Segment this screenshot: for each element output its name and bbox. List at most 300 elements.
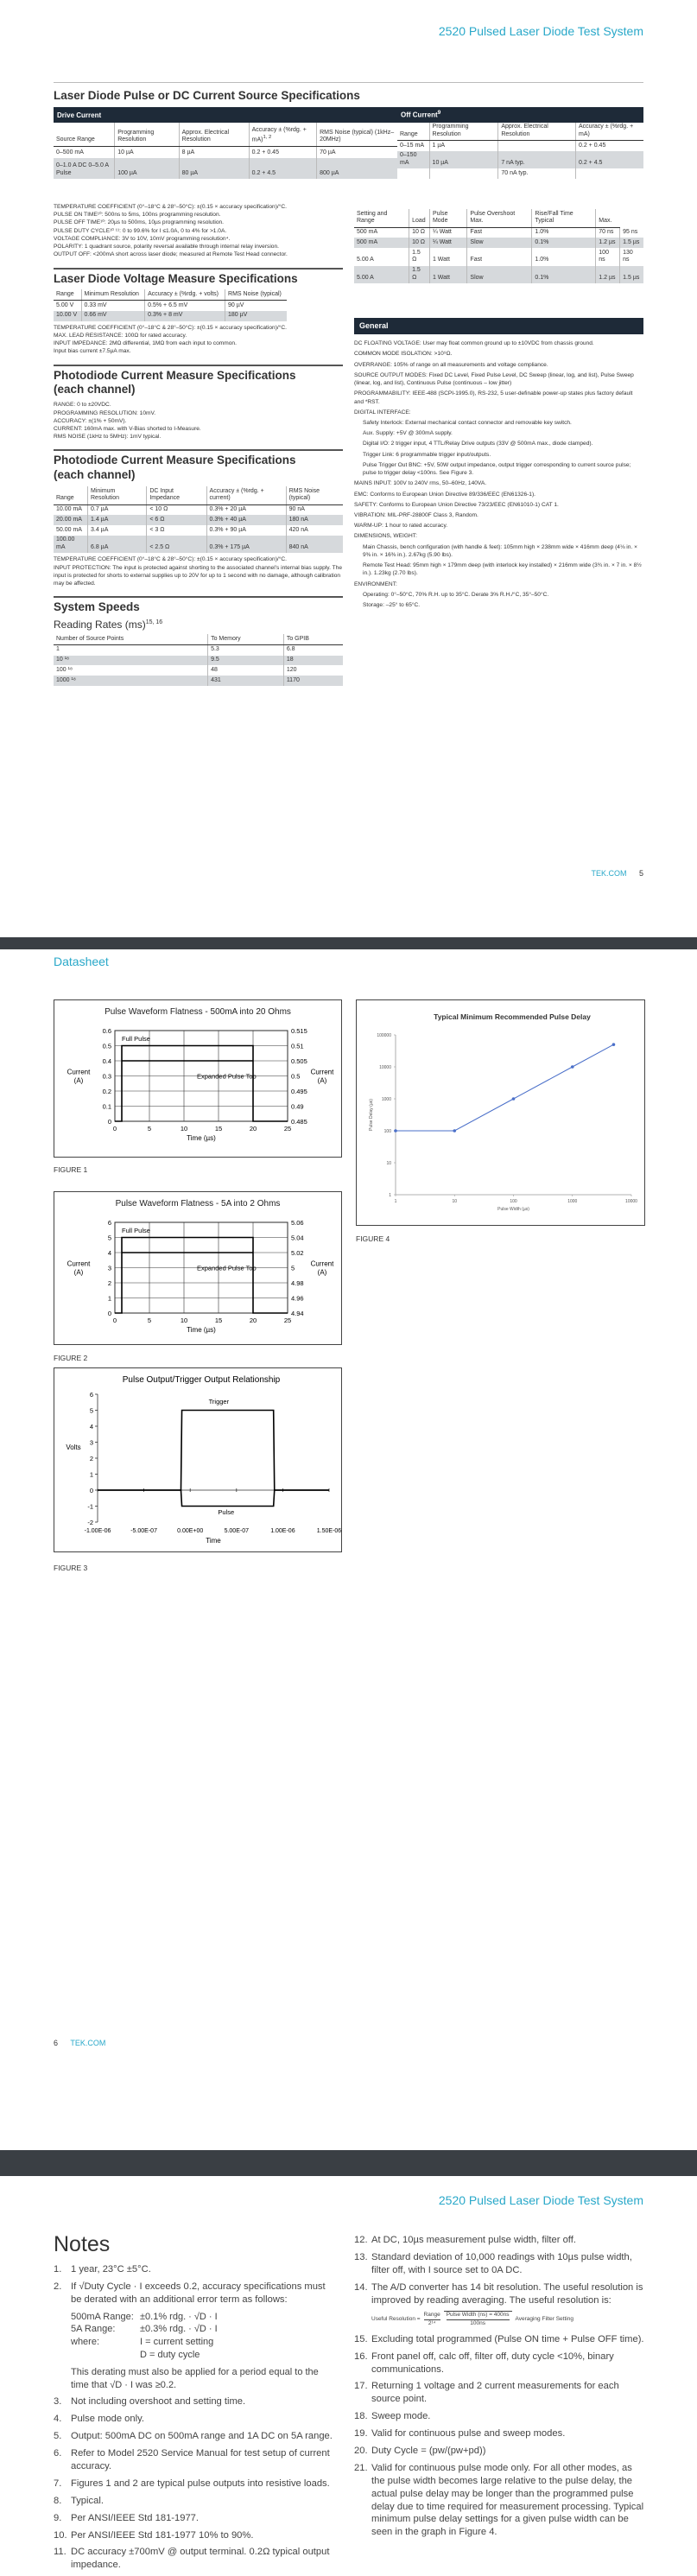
off-current-band	[397, 107, 643, 123]
setting-header-4: Rise/Fall Time Typical	[532, 209, 596, 227]
voltage-note-line: MAX. LEAD RESISTANCE: 100Ω for rated accuracy.	[54, 332, 187, 339]
pd2-notes	[54, 555, 343, 587]
note-text	[371, 2462, 645, 2539]
x-tick-label: 5	[147, 1317, 152, 1324]
speeds-cell: 1000 ¹⁸	[54, 676, 208, 686]
note-text-body: Typical.	[71, 2495, 104, 2506]
note-text	[71, 2395, 339, 2408]
setting-row	[354, 248, 643, 266]
chart-title: Typical Minimum Recommended Pulse Delay	[434, 1012, 591, 1021]
derate-key: 500mA Range:	[71, 2311, 134, 2322]
pd2-cell: 90 nA	[288, 506, 305, 513]
general-item: Pulse Trigger Out BNC: +5V, 50W output impedance, output trigger corresponding to current source pulse; pulse to trigger delay <100ns. See Figure 3.	[363, 461, 631, 477]
figure-3-chart	[54, 1367, 342, 1552]
pd2-cell: 20.00 mA	[54, 515, 88, 525]
note-item	[54, 2430, 339, 2443]
setting-cell: Fast	[467, 248, 532, 266]
pd2-note-line: INPUT PROTECTION: The input is protected against shorting to the associated channel’s internal bias supply. The input is protected for shorts to external supplies up to 20V for up to 1 second with no damage, although calibration may be affected.	[54, 564, 343, 587]
x-tick-label: 1	[394, 1199, 397, 1204]
speeds-subtitle-text: Reading Rates (ms)	[54, 619, 146, 631]
pd2-header-0: Range	[54, 486, 88, 504]
y2-axis-unit: (A)	[317, 1268, 327, 1277]
footer-page-number-6: 6	[54, 2039, 59, 2047]
pd2-cell: < 6 Ω	[147, 515, 206, 525]
speeds-row	[54, 676, 343, 686]
y2-tick-label: 0.495	[291, 1088, 307, 1095]
figure-3-svg	[54, 1368, 341, 1551]
note-text	[371, 2234, 645, 2247]
voltage-header-0: Range	[54, 289, 81, 300]
setting-cell: 0.1%	[532, 238, 596, 248]
y2-tick-label: 0.49	[291, 1102, 304, 1111]
voltage-cell: 0.33 mV	[81, 301, 145, 311]
setting-cell: 95 ns	[623, 229, 638, 235]
figure-2-chart	[54, 1191, 342, 1345]
speeds-cell: 48	[208, 665, 284, 676]
note-text	[371, 2281, 645, 2307]
off-row	[397, 168, 643, 179]
note-item	[354, 2445, 645, 2458]
pd2-cell: 0.3% + 90 µA	[206, 525, 286, 536]
pd2-row	[54, 525, 343, 536]
general-item: Main Chassis, bench configuration (with handle & feet): 105mm high × 238mm wide × 416mm deep (4⅛ in. × 9⅜ in. × 16⅜ in.). 2.67kg (5.90 lbs).	[363, 543, 637, 558]
section-title-pulse-dc: Laser Diode Pulse or DC Current Source Specifications	[54, 89, 360, 102]
y2-tick-label: 0.505	[291, 1057, 307, 1065]
derate-key: where:	[71, 2336, 100, 2347]
general-band: General	[354, 318, 643, 334]
general-item: Aux. Supply: +5V @ 300mA supply.	[363, 430, 453, 437]
off-cell	[429, 168, 498, 179]
chart-title: Pulse Waveform Flatness - 500mA into 20 Ohms	[105, 1007, 291, 1017]
note-text	[71, 2512, 339, 2525]
note-item	[54, 2395, 339, 2408]
general-list	[354, 339, 643, 609]
y-tick-label: 4	[107, 1249, 111, 1257]
note-number: 10.	[54, 2529, 67, 2541]
general-item: Storage: –25° to 65°C.	[363, 601, 421, 608]
note-text-body: Pulse mode only.	[71, 2414, 144, 2425]
note-number: 14.	[354, 2281, 368, 2293]
page-header-title: 2520 Pulsed Laser Diode Test System	[438, 24, 643, 38]
note-text	[371, 2427, 645, 2440]
general-item: Remote Test Head: 95mm high × 179mm deep (with interlock key installed) × 216mm wide (3¾ in. × 7 in. × 8½ in.). 1.23kg (2.70 lbs).	[363, 562, 642, 577]
y-tick-label: 0.2	[102, 1088, 111, 1095]
setting-row	[354, 238, 643, 248]
section-title-photodiode-1	[54, 365, 343, 398]
y-tick-label: 2	[107, 1279, 111, 1287]
pd2-header-3: Accuracy ± (%rdg. + current)	[206, 486, 286, 504]
setting-cell: ¼ Watt	[429, 227, 466, 238]
y2-tick-label: 0.51	[291, 1042, 304, 1050]
y-tick-label: 0.1	[102, 1102, 111, 1111]
annotation-pulse: Pulse	[218, 1507, 235, 1516]
note-number: 4.	[54, 2414, 62, 2425]
figure-4-chart	[356, 999, 645, 1226]
y-tick-label: 0.3	[102, 1072, 111, 1081]
series-line-full-pulse	[115, 1238, 288, 1314]
note-item	[354, 2427, 645, 2440]
y2-axis-unit: (A)	[317, 1076, 327, 1085]
y2-tick-label: 5.02	[291, 1249, 304, 1257]
pd2-header-4: RMS Noise (typical)	[286, 486, 343, 504]
formula-lhs: Useful Resolution =	[371, 2315, 421, 2322]
off-header-2: Approx. Electrical Resolution	[498, 123, 576, 141]
footer-site-6[interactable]: TEK.COM	[70, 2039, 106, 2047]
pd1-subtitle: (each channel)	[54, 383, 136, 397]
annotation-trigger: Trigger	[208, 1398, 230, 1406]
general-item: Trigger Link: 6 programmable trigger input/outputs.	[363, 451, 491, 458]
speeds-row	[54, 656, 343, 666]
off-header-3: Accuracy ± (%rdg. + mA)	[576, 123, 644, 141]
y-tick-label: -1	[87, 1502, 93, 1511]
page-separator-1	[0, 937, 697, 949]
pd1-note-line: CURRENT: 160mA max. with V-Bias shorted to I-Measure.	[54, 425, 201, 432]
note-item	[54, 2546, 339, 2572]
figure-2-svg	[54, 1192, 341, 1344]
voltage-notes	[54, 324, 343, 356]
right-column	[354, 209, 643, 612]
drive-row	[54, 146, 397, 158]
derate-row	[71, 2336, 339, 2349]
x-tick-label: 10000	[625, 1199, 637, 1204]
setting-cell: 1.0%	[532, 227, 596, 238]
x-axis-label: Time	[206, 1537, 221, 1545]
x-axis-label: Pulse Width (µs)	[497, 1207, 529, 1212]
drive-current-band: Drive Current	[54, 107, 397, 123]
setting-cell: 1.5 µs	[620, 238, 643, 248]
pd2-cell: 180 nA	[286, 515, 343, 525]
general-item: DC FLOATING VOLTAGE: User may float common ground up to ±10VDC from chassis ground.	[354, 340, 594, 347]
x-tick-label: 25	[283, 1125, 292, 1133]
setting-cell: ¼ Watt	[429, 238, 466, 248]
y2-tick-label: 0.515	[291, 1027, 307, 1035]
general-item: Digital I/O: 2 trigger input, 4 TTL/Relay Drive outputs (33V @ 500mA max., diode clamped).	[363, 441, 593, 447]
voltage-cell: 0.66 mV	[81, 311, 145, 321]
note-text	[71, 2529, 339, 2542]
derate-value: D = duty cycle	[140, 2349, 200, 2360]
y2-tick-label: 4.96	[291, 1294, 304, 1303]
general-item: SOURCE OUTPUT MODES: Fixed DC Level, Fixed Pulse Level, DC Sweep (linear, log, and list), Pulse Sweep (linear, log, and list), Continuous Pulse (continuous – low jitter)	[354, 371, 634, 387]
voltage-row	[54, 301, 287, 311]
pd2-cell: 0.7 µA	[88, 504, 147, 515]
drive-header-4: RMS Noise (typical) (1kHz–20MHz)	[317, 123, 397, 146]
y-tick-label: 4	[89, 1423, 93, 1431]
speeds-cell: 9.5	[208, 656, 284, 666]
y-tick-label: -2	[87, 1519, 93, 1526]
y2-axis-label: Current	[310, 1259, 334, 1268]
note-number: 19.	[354, 2428, 368, 2440]
setting-header-2: Pulse Mode	[429, 209, 466, 227]
y-tick-label: 1	[107, 1294, 111, 1303]
pd2-cell: 0.3% + 175 µA	[206, 536, 286, 554]
drive-current-table	[54, 107, 397, 179]
voltage-cell: 0.5% + 6.5 mV	[145, 301, 225, 311]
drive-cell: 70 µA	[320, 149, 336, 156]
voltage-cell: 90 µV	[228, 301, 244, 308]
x-tick-label: 15	[214, 1317, 223, 1324]
note-item	[54, 2478, 339, 2490]
pd1-note-line: ACCURACY: ±(1% + 50mV).	[54, 417, 127, 424]
note-item	[54, 2512, 339, 2525]
pulse-notes	[54, 203, 343, 259]
off-cell: 0.2 + 0.45	[579, 142, 606, 149]
off-cell: 0–15 mA	[397, 141, 429, 151]
drive-cell: 0.2 + 0.45	[249, 146, 317, 158]
off-cell: 7 nA typ.	[498, 151, 576, 169]
datasheet-page-5	[0, 0, 697, 937]
pulse-note-line: VOLTAGE COMPLIANCE: 3V to 10V, 10mV programming resolution⁴.	[54, 235, 231, 242]
speeds-cell: 1170	[283, 676, 343, 686]
note-number: 16.	[354, 2351, 368, 2362]
x-tick-label: 20	[249, 1317, 257, 1324]
notes-right-column	[354, 2234, 645, 2543]
note-number: 8.	[54, 2495, 62, 2506]
formula-rhs: Averaging Filter Setting	[515, 2315, 573, 2322]
note-number: 20.	[354, 2445, 368, 2456]
pulse-note-line: PULSE OFF TIME¹⁰: 20µs to 500ms, 10µs programming resolution.	[54, 219, 225, 226]
useful-resolution-formula	[371, 2311, 645, 2327]
note-number: 11.	[54, 2547, 67, 2558]
off-row	[397, 141, 643, 151]
setting-cell: 1 Watt	[429, 248, 466, 266]
note-text	[371, 2380, 645, 2406]
note-item	[354, 2281, 645, 2307]
pulse-note-line: PULSE ON TIME¹⁰: 500ns to 5ms, 100ns programming resolution.	[54, 212, 221, 219]
voltage-note-line: Input bias current ±7.5µA max.	[54, 348, 131, 355]
note-text-body: Per ANSI/IEEE Std 181-1977.	[71, 2512, 200, 2523]
off-header-0: Range	[397, 123, 429, 141]
data-point	[571, 1065, 574, 1069]
voltage-cell: 180 µV	[225, 311, 287, 321]
x-tick-label: 10	[180, 1125, 188, 1133]
x-tick-label: 100	[510, 1199, 517, 1204]
note-number: 1.	[54, 2264, 62, 2275]
setting-cell: 500 mA	[354, 238, 409, 248]
voltage-header-1: Minimum Resolution	[81, 289, 145, 300]
speeds-cell: 100 ¹⁸	[54, 665, 208, 676]
general-item: DIMENSIONS, WEIGHT:	[354, 533, 417, 540]
data-point	[394, 1129, 397, 1133]
y-tick-label: 5	[107, 1234, 111, 1242]
voltage-cell: 5.00 V	[54, 301, 81, 311]
pd1-note-line: RANGE: 0 to ±20VDC.	[54, 402, 111, 409]
setting-header-0: Setting and Range	[354, 209, 409, 227]
note-text-body: Standard deviation of 10,000 readings with 10µs pulse width, filter off, with I source set to 0A DC.	[371, 2251, 632, 2275]
derate-tail: This derating must also be applied for a period equal to the time that √D · I was ≥0.2.	[71, 2367, 319, 2390]
note-text-body: Duty Cycle = (pw/(pw+pd))	[371, 2445, 486, 2456]
drive-cell: 0.2 + 4.5	[249, 158, 317, 179]
off-current-band-label: Off Current	[401, 111, 438, 119]
x-tick-label: 10	[452, 1199, 458, 1204]
formula-range: Range	[424, 2312, 440, 2320]
speeds-header-1: To Memory	[208, 634, 284, 644]
derate-row	[71, 2323, 339, 2336]
note-number: 7.	[54, 2478, 62, 2489]
pd2-cell: 840 nA	[286, 536, 343, 554]
drive-cell: 800 µA	[317, 158, 397, 179]
pd2-cell: 6.8 µA	[88, 536, 147, 554]
note-number: 5.	[54, 2431, 62, 2442]
general-item: OVERRANGE: 105% of range on all measurements and voltage compliance.	[354, 361, 548, 368]
y2-tick-label: 5	[291, 1264, 295, 1272]
formula-sqrt	[444, 2311, 512, 2327]
note-text-body: Output: 500mA DC on 500mA range and 1A DC on 5A range.	[71, 2431, 333, 2442]
setting-row	[354, 227, 643, 238]
drive-cell: 0–500 mA	[54, 146, 115, 158]
general-item: DIGITAL INTERFACE:	[354, 409, 411, 416]
page-header-title-7: 2520 Pulsed Laser Diode Test System	[438, 2193, 643, 2207]
x-tick-label: 5.00E-07	[224, 1528, 250, 1534]
speeds-header-0: Number of Source Points	[54, 634, 208, 644]
y-tick-label: 5	[89, 1406, 93, 1415]
note-item	[354, 2234, 645, 2247]
setting-cell: 130 ns	[623, 249, 633, 263]
note-number: 17.	[354, 2381, 368, 2392]
speeds-subtitle	[54, 619, 343, 631]
general-item: Operating: 0°–50°C, 70% R.H. up to 35°C. Derate 3% R.H./°C, 35°–50°C.	[363, 591, 549, 598]
series-line-full-pulse	[115, 1046, 288, 1122]
speeds-subtitle-sup: 15, 16	[145, 619, 163, 626]
note-text-body: Sweep mode.	[371, 2411, 431, 2422]
setting-cell: 1.5 µs	[620, 266, 643, 284]
setting-cell: Fast	[467, 227, 532, 238]
note-item	[54, 2281, 339, 2306]
pd2-row	[54, 515, 343, 525]
section-title-photodiode-2	[54, 449, 343, 483]
note-item	[354, 2333, 645, 2346]
note-number: 2.	[54, 2281, 62, 2292]
y-axis-label: Pulse Delay (µs)	[369, 1099, 374, 1131]
drive-header-0: Source Range	[54, 123, 115, 146]
setting-cell: 5.00 A	[354, 248, 409, 266]
pd2-title: Photodiode Current Measure Specifications	[54, 454, 296, 467]
voltage-note-line: INPUT IMPEDANCE: 2MΩ differential, 1MΩ from each input to common.	[54, 340, 237, 347]
note-text	[71, 2478, 339, 2490]
y2-tick-label: 5.06	[291, 1219, 304, 1227]
note-text-body: Valid for continuous pulse mode only. For all other modes, as the pulse width becomes large relative to the pulse delay, the actual pulse delay may be longer than the programmed pulse delay due to time required for measurement processing. Typical minimum pulse delay settings for a given pulse width can be seen in the graph in Figure 4.	[371, 2462, 644, 2538]
y-tick-label: 0	[107, 1118, 111, 1126]
derate-row	[71, 2349, 339, 2362]
x-tick-label: 1.50E-06	[316, 1528, 341, 1534]
off-cell	[397, 168, 429, 179]
note-number: 12.	[354, 2235, 368, 2245]
note-text-body: Per ANSI/IEEE Std 181-1977 10% to 90%.	[71, 2529, 254, 2541]
setting-cell: 1.5 Ω	[409, 266, 430, 284]
data-point	[512, 1097, 516, 1101]
note-item	[354, 2462, 645, 2539]
note-text-body: DC accuracy ±700mV @ output terminal. 0.2Ω typical output impedance.	[71, 2547, 330, 2571]
off-cell	[576, 168, 644, 179]
note-text	[371, 2333, 645, 2346]
drive-header-sup-3: 1, 2	[263, 135, 272, 141]
chart-title: Pulse Waveform Flatness - 5A into 2 Ohms	[115, 1199, 281, 1209]
datasheet-page-6	[0, 949, 697, 2150]
setting-header-1: Load	[409, 209, 430, 227]
speeds-cell: 10 ¹⁸	[54, 656, 208, 666]
off-cell: 10 µA	[429, 151, 498, 169]
note-number: 15.	[354, 2333, 368, 2344]
speeds-cell: 120	[286, 666, 297, 673]
figure-1-chart	[54, 999, 342, 1158]
y2-tick-label: 4.94	[291, 1310, 304, 1317]
y-tick-label: 0.5	[102, 1042, 111, 1050]
speeds-cell: 431	[208, 676, 284, 686]
pd2-cell: 0.3% + 20 µA	[206, 504, 286, 515]
note-number: 21.	[354, 2462, 368, 2473]
data-point	[453, 1129, 456, 1133]
setting-cell: 1 Watt	[429, 266, 466, 284]
voltage-cell: 0.3% + 8 mV	[145, 311, 225, 321]
pd2-header-2: DC Input Impedance	[147, 486, 206, 504]
y2-tick-label: 0.5	[291, 1072, 301, 1081]
voltage-header-3: RMS Noise (typical)	[225, 289, 287, 300]
note-text	[371, 2251, 645, 2277]
setting-header-5: Max.	[596, 209, 620, 227]
off-current-table	[397, 107, 643, 179]
y-axis-label: Volts	[66, 1443, 81, 1451]
note-number: 18.	[354, 2411, 368, 2422]
formula-fraction	[424, 2312, 440, 2327]
y-tick-label: 100	[383, 1129, 391, 1134]
section-title-system-speeds	[54, 596, 343, 615]
setting-cell: 0.1%	[532, 266, 596, 284]
figure-1-label: FIGURE 1	[54, 1165, 88, 1174]
note-text	[71, 2546, 339, 2572]
pd2-cell: < 10 Ω	[147, 504, 206, 515]
y-tick-label: 1000	[381, 1097, 391, 1102]
y-tick-label: 3	[89, 1438, 93, 1447]
series-line-pulse	[98, 1490, 329, 1507]
y-tick-label: 2	[89, 1455, 93, 1462]
formula-inner: Pulse Width (ns) = 400ns	[447, 2312, 510, 2320]
y-tick-label: 100000	[377, 1033, 391, 1038]
off-cell: 0–150 mA	[397, 151, 429, 169]
pd2-cell: 420 nA	[288, 526, 308, 533]
pulse-note-line: PULSE DUTY CYCLE¹⁰ ¹¹: 0 to 99.6% for I ≤1.0A, 0 to 4% for >1.0A.	[54, 227, 227, 234]
drive-cell: 10 µA	[115, 146, 179, 158]
note-text-body: Refer to Model 2520 Service Manual for test setup of current accuracy.	[71, 2448, 330, 2471]
derate-value: ±0.3% rdg. · √D · I	[140, 2324, 218, 2335]
general-item: PROGRAMMABILITY: IEEE-488 (SCPI-1995.0), RS-232, 5 user-definable power-up states plus factory default and *RST.	[354, 390, 633, 405]
figure-4-label: FIGURE 4	[356, 1234, 390, 1243]
note-text-body: At DC, 10µs measurement pulse width, filter off.	[371, 2235, 576, 2245]
pd2-cell: 0.3% + 40 µA	[206, 515, 286, 525]
page-separator-2	[0, 2150, 697, 2176]
pd2-cell: 100.00 mA	[54, 536, 88, 554]
off-cell: 70 nA typ.	[498, 168, 576, 179]
pd2-cell: 10.00 mA	[54, 504, 88, 515]
setting-row	[354, 266, 643, 284]
off-header-1: Programming Resolution	[429, 123, 498, 141]
note-item	[354, 2351, 645, 2376]
speeds-cell: 6.8	[286, 646, 295, 653]
note-number: 3.	[54, 2396, 62, 2408]
footer-site[interactable]: TEK.COM	[591, 869, 627, 878]
speeds-cell: 5.3	[208, 644, 284, 655]
note-text	[71, 2495, 339, 2508]
derate-row	[71, 2311, 339, 2324]
y-tick-label: 6	[89, 1391, 93, 1399]
general-item: VIBRATION: MIL-PRF-28800F Class 3, Random.	[354, 511, 478, 518]
pd2-cell: 3.4 µA	[88, 525, 147, 536]
derate-block	[71, 2311, 339, 2392]
x-tick-label: 0	[112, 1125, 117, 1133]
setting-cell: Slow	[467, 266, 532, 284]
series-line	[396, 1044, 613, 1131]
pd1-notes	[54, 401, 343, 441]
speeds-cell: 1	[54, 644, 208, 655]
pd1-title: Photodiode Current Measure Specifications	[54, 368, 296, 382]
